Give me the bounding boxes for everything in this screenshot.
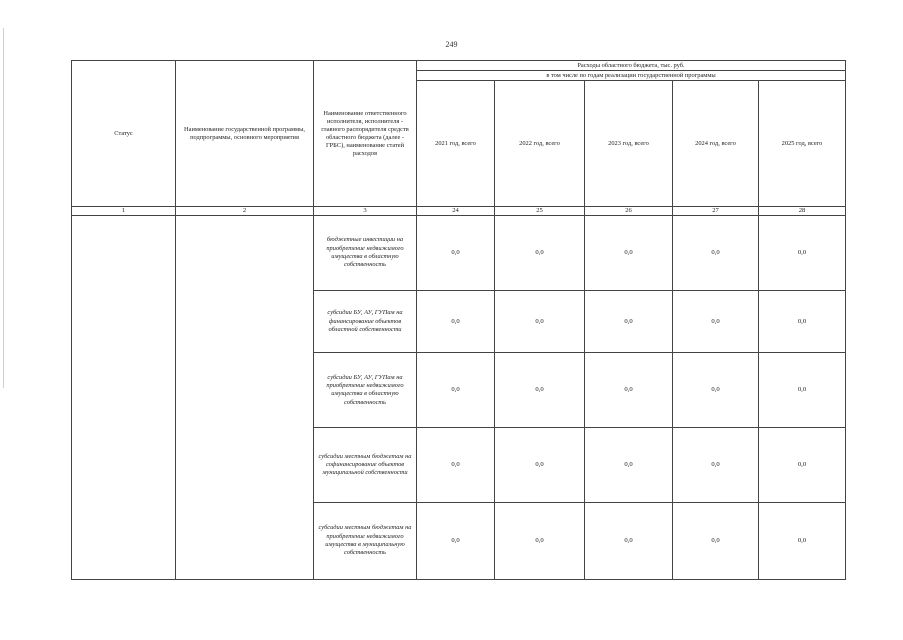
value-2023: 0,0 [585, 503, 673, 580]
value-2022: 0,0 [495, 428, 585, 503]
value-2023: 0,0 [585, 291, 673, 353]
header-year-2023: 2023 год, всего [585, 81, 673, 207]
value-2024: 0,0 [673, 428, 759, 503]
status-cell [72, 216, 176, 580]
value-2025: 0,0 [759, 503, 846, 580]
value-2022: 0,0 [495, 216, 585, 291]
value-2023: 0,0 [585, 353, 673, 428]
expense-item-label: субсидии местным бюджетам на софинансирование объектов муниципальной собственности [314, 428, 417, 503]
header-year-2021: 2021 год, всего [417, 81, 495, 207]
column-number-row [72, 207, 846, 216]
value-2023: 0,0 [585, 216, 673, 291]
value-2025: 0,0 [759, 291, 846, 353]
column-number: 1 [72, 207, 176, 216]
page-number: 249 [445, 40, 458, 49]
value-2024: 0,0 [673, 353, 759, 428]
column-number: 24 [417, 207, 495, 216]
header-year-2024: 2024 год, всего [673, 81, 759, 207]
budget-table [71, 60, 846, 580]
value-2025: 0,0 [759, 353, 846, 428]
header-status: Статус [72, 61, 176, 207]
scan-edge-line [3, 28, 4, 388]
header-expenses: Расходы областного бюджета, тыс. руб. [417, 61, 846, 71]
column-number: 28 [759, 207, 846, 216]
column-number: 26 [585, 207, 673, 216]
value-2021: 0,0 [417, 503, 495, 580]
expense-item-label: субсидии БУ, АУ, ГУПам на приобретение недвижимого имущества в областную собственность [314, 353, 417, 428]
value-2023: 0,0 [585, 428, 673, 503]
header-program-name: Наименование государственной программы, подпрограммы, основного мероприятия [176, 61, 314, 207]
value-2022: 0,0 [495, 353, 585, 428]
header-year-2025: 2025 год, всего [759, 81, 846, 207]
value-2024: 0,0 [673, 503, 759, 580]
value-2021: 0,0 [417, 428, 495, 503]
header-year-2022: 2022 год, всего [495, 81, 585, 207]
expense-item-label: субсидии местным бюджетам на приобретение недвижимого имущества в муниципальную собственность [314, 503, 417, 580]
value-2025: 0,0 [759, 216, 846, 291]
column-number: 27 [673, 207, 759, 216]
value-2024: 0,0 [673, 291, 759, 353]
value-2024: 0,0 [673, 216, 759, 291]
header-by-years: в том числе по годам реализации государственной программы [417, 71, 846, 81]
value-2021: 0,0 [417, 291, 495, 353]
program-name-cell [176, 216, 314, 580]
value-2025: 0,0 [759, 428, 846, 503]
value-2021: 0,0 [417, 353, 495, 428]
expense-item-label: бюджетные инвестиции на приобретение недвижимого имущества в областную собственность [314, 216, 417, 291]
header-executor: Наименование ответственного исполнителя, исполнителя - главного распорядителя средств областного бюджета (далее - ГРБС), наименование статей расходов [314, 61, 417, 207]
column-number: 2 [176, 207, 314, 216]
column-number: 3 [314, 207, 417, 216]
value-2022: 0,0 [495, 291, 585, 353]
value-2021: 0,0 [417, 216, 495, 291]
expense-item-label: субсидии БУ, АУ, ГУПам на финансирование объектов областной собственности [314, 291, 417, 353]
column-number: 25 [495, 207, 585, 216]
value-2022: 0,0 [495, 503, 585, 580]
table-row [72, 216, 846, 291]
